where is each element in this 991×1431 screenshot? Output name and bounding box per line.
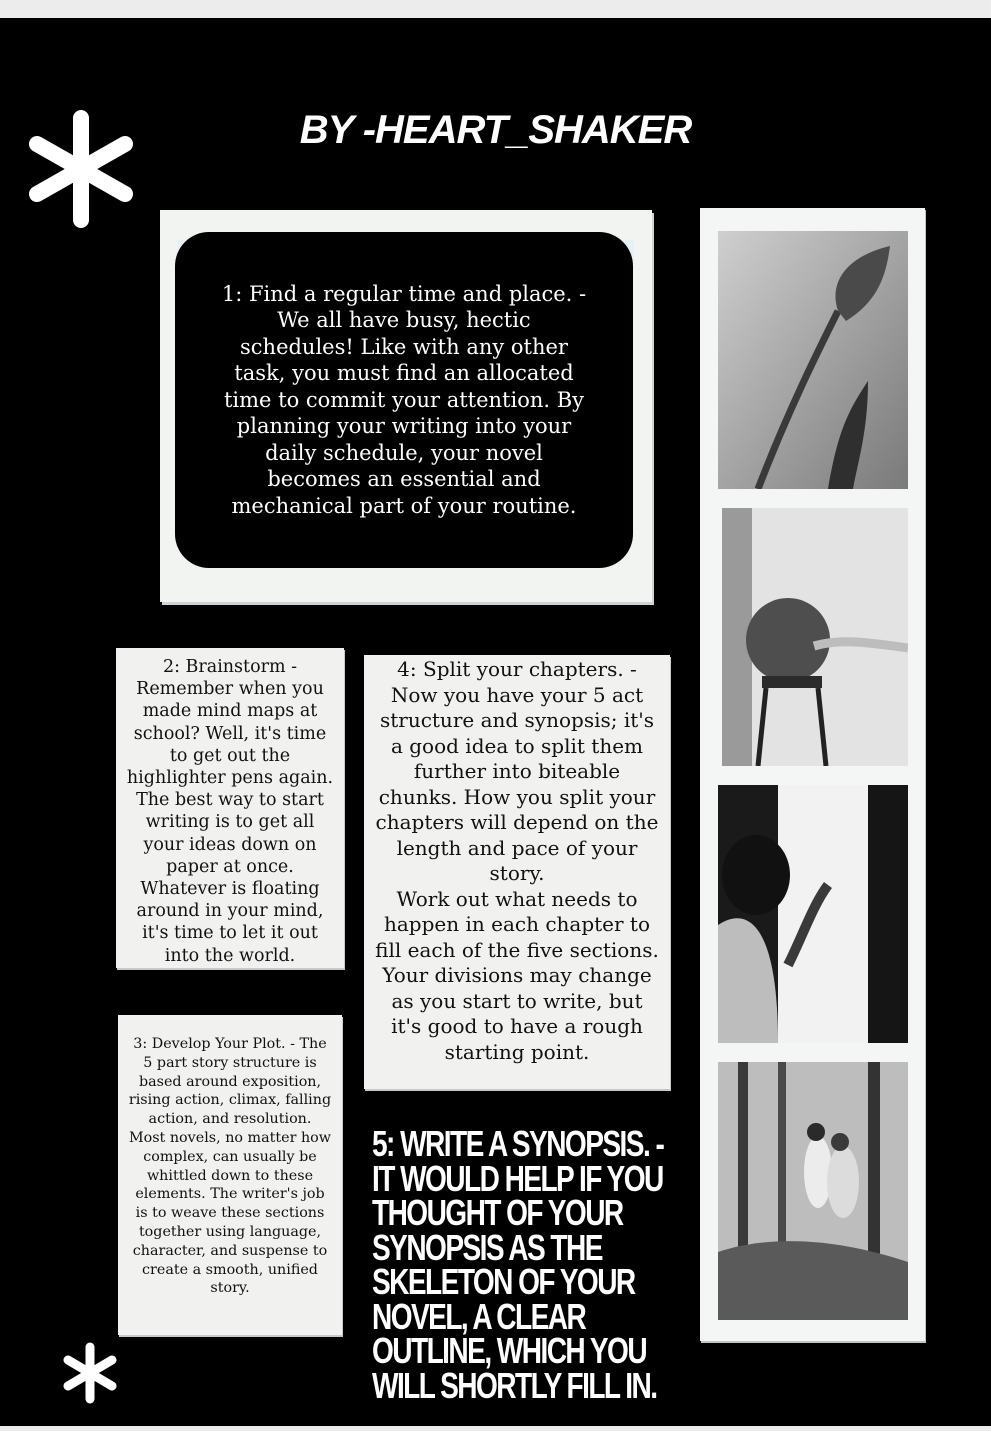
tip-note-3: [118, 1015, 342, 1335]
couple-in-forest-photo: [718, 1062, 908, 1320]
tip-note-2: [116, 648, 344, 968]
author-title: BY -HEART_SHAKER: [299, 108, 692, 152]
poster-background: [0, 18, 991, 1426]
tip-4-text-part1: 4: Split your chapters. - Now you have your 5 act structure and synopsis; it's a good idea to split them further into biteable chunks. How you split your chapters will depend on the length and pace of your story.: [375, 657, 659, 885]
tip-card-1-screen: [175, 232, 633, 568]
tip-card-1: [160, 210, 652, 602]
tip-1-text: 1: Find a regular time and place. - We all have busy, hectic schedules! Like with any other task, you must find an allocated time to commit your attention. By planning your writing into your daily schedule, your novel becomes an essential and mechanical part of your routine.: [221, 281, 587, 518]
tip-3-text-part2: Most novels, no matter how complex, can usually be whittled down to these elements. The writer's job is to weave these sections together using language, character, and suspense to create a smooth, unified story.: [128, 1129, 332, 1297]
photo-strip: [700, 208, 925, 1341]
tip-5-heading: [372, 1123, 668, 1406]
tip-note-4: [364, 655, 670, 1089]
tip-3-text-part1: 3: Develop Your Plot. - The 5 part story structure is based around exposition, rising action, climax, falling action, and resolution.: [128, 1036, 332, 1128]
tulip-bud-photo: [718, 231, 908, 489]
tip-2-text: 2: Brainstorm - Remember when you made mind maps at school? Well, it's time to get out the highlighter pens again. The best way to start writing is to get all your ideas down on paper at once. Whatever is floating around in your mind, it's time to let it out into the world.: [126, 657, 334, 966]
asterisk-icon: [28, 110, 134, 228]
tip-5-text: 5: WRITE A SYNOPSIS. - IT WOULD HELP IF YOU THOUGHT OF YOUR SYNOPSIS AS THE SKELETON OF YOUR NOVEL, A CLEAR OUTLINE, WHICH YOU WILL SHORTLY FILL IN.: [372, 1123, 664, 1406]
tip-4-text-part2: Work out what needs to happen in each chapter to fill each of the five sections. Your divisions may change as you start to write, but it's good to have a rough starting point.: [375, 886, 659, 1064]
woman-at-window-photo: [718, 785, 908, 1043]
hand-and-round-mirror-photo: [722, 508, 908, 766]
asterisk-icon: [62, 1342, 118, 1404]
